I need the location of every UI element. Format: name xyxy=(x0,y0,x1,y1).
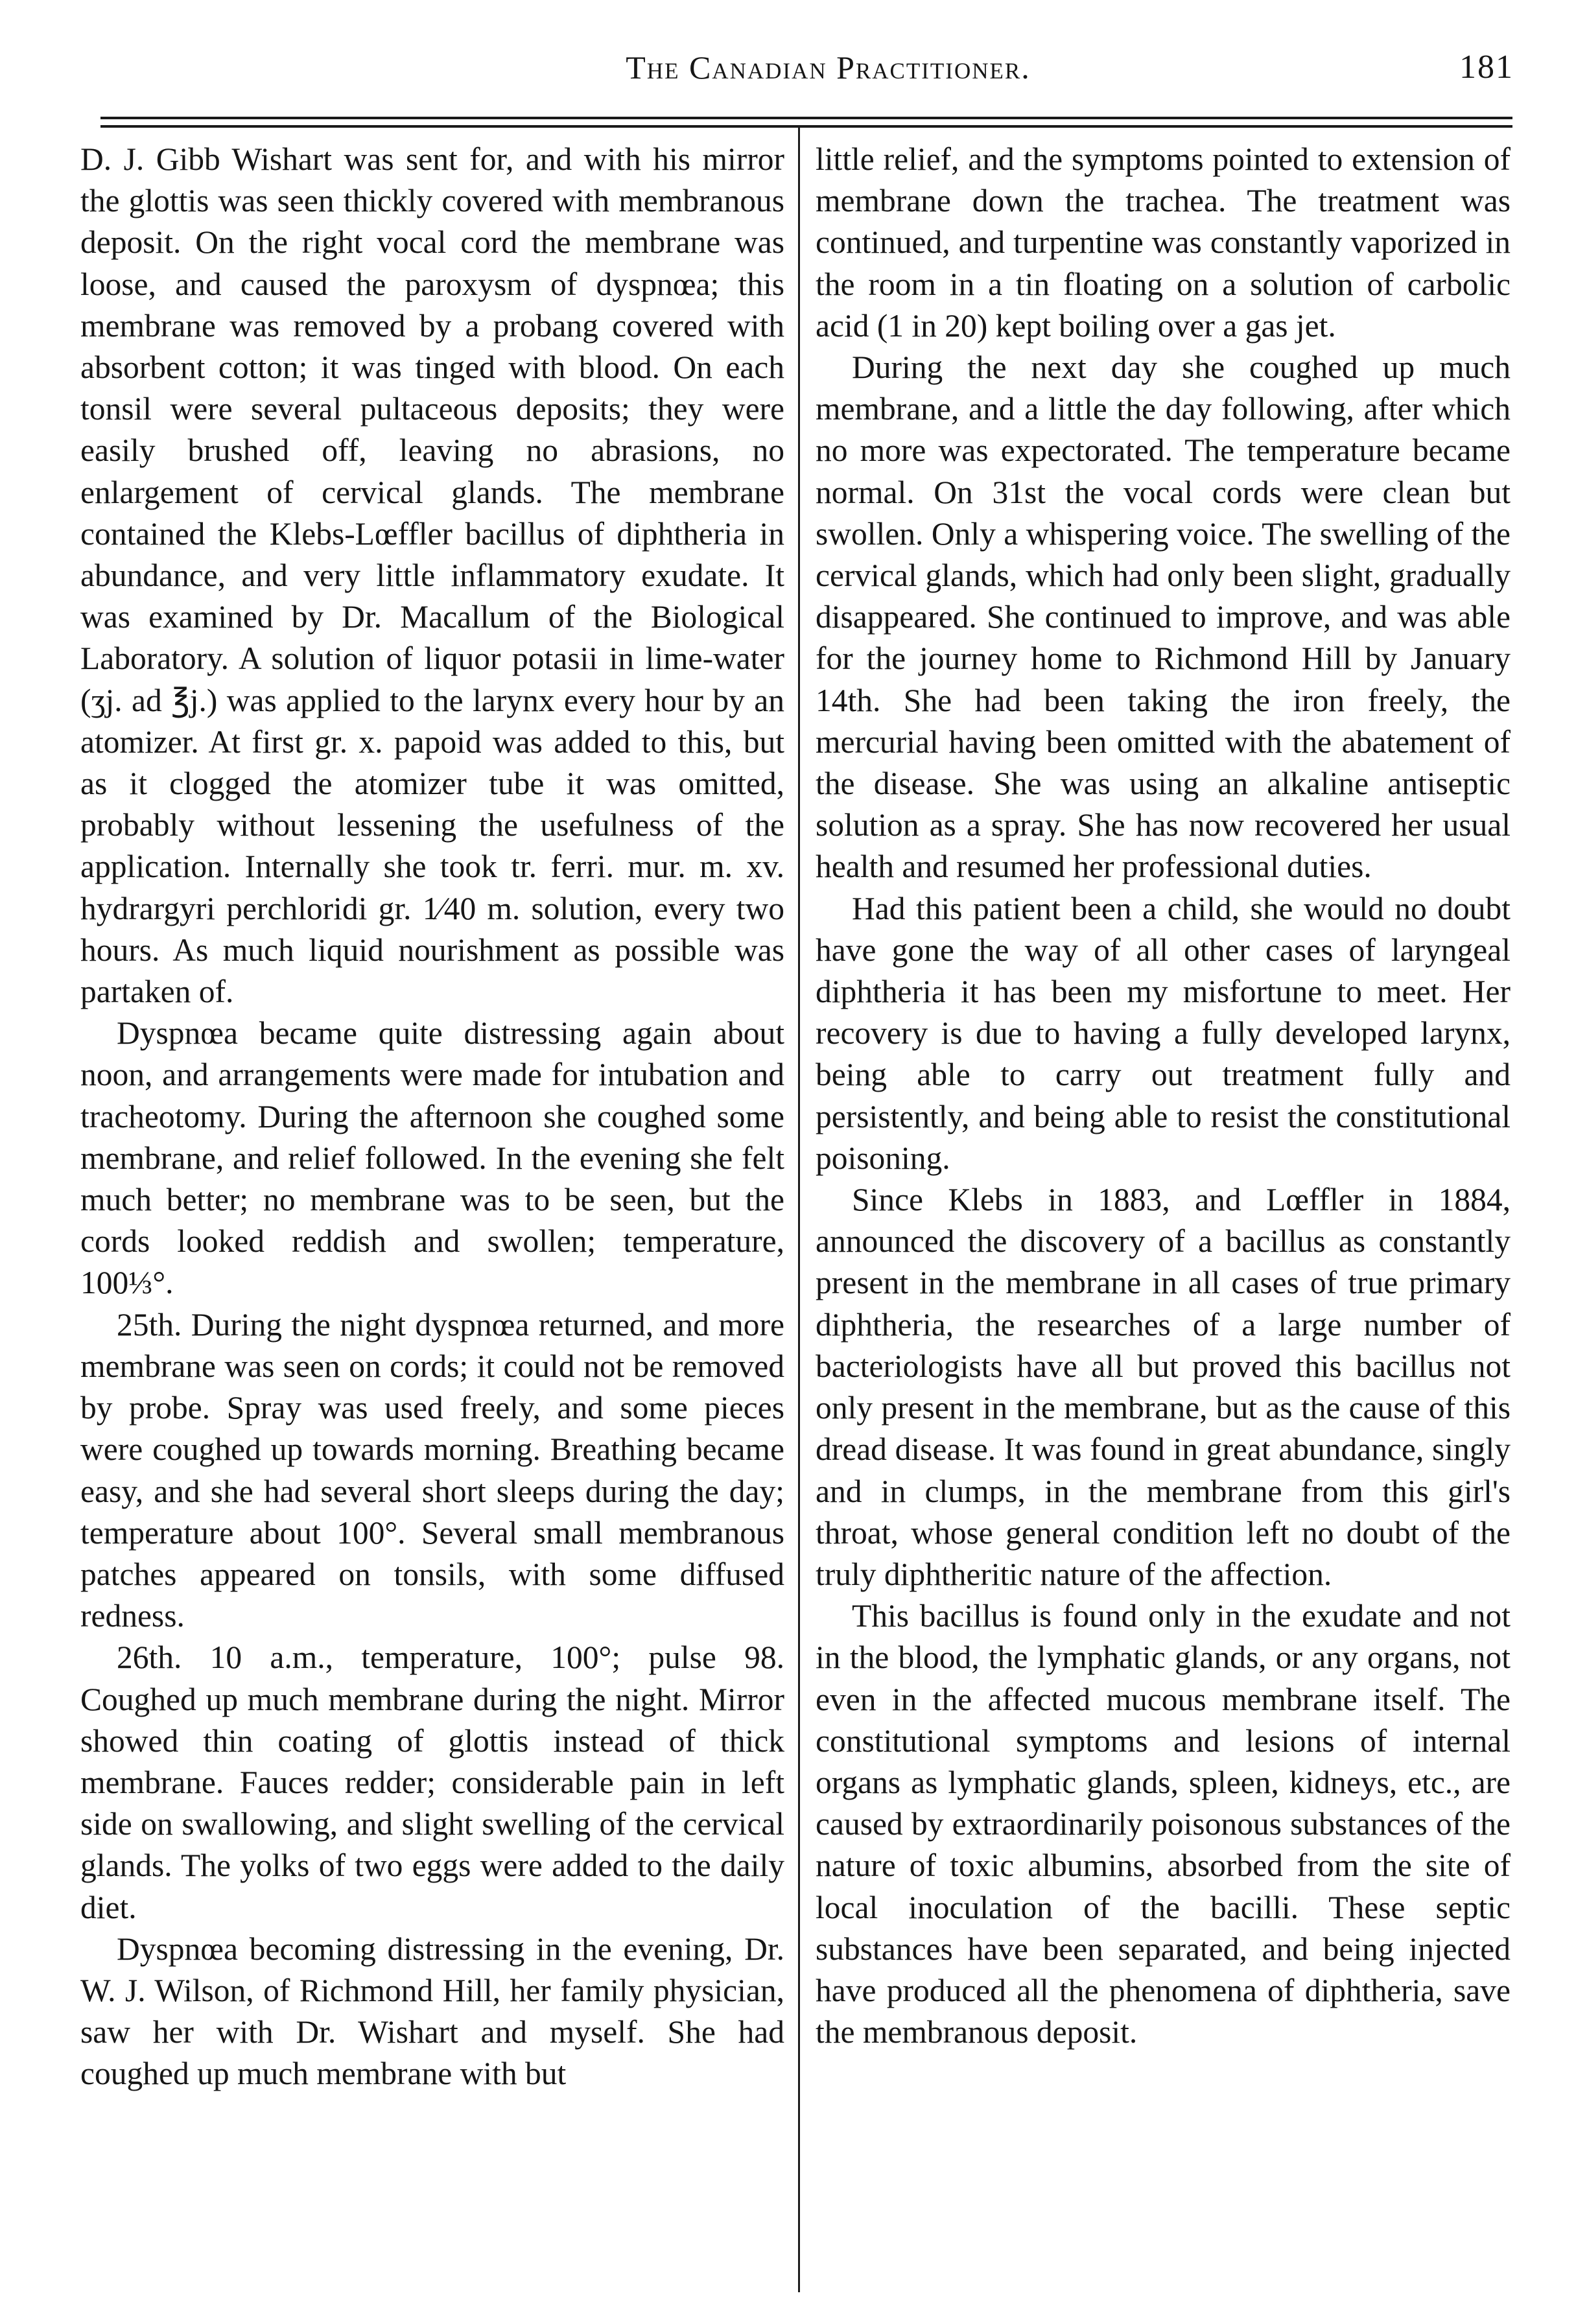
header-rule-top xyxy=(100,117,1512,119)
left-column xyxy=(80,139,784,2095)
paragraph: Dyspnœa becoming distressing in the evening, Dr. W. J. Wilson, of Richmond Hill, her family physician, saw her with Dr. Wishart and myself. She had coughed up much membrane with but xyxy=(80,1931,784,2092)
paragraph: This bacillus is found only in the exudate and not in the blood, the lymphatic glands, or any organs, not even in the affected mucous membrane itself. The constitutional symptoms and lesions of internal organs as lymphatic glands, spleen, kidneys, etc., are caused by extraordinarily poisonous substances of the nature of toxic albumins, absorbed from the site of local inoculation of the bacilli. These septic substances have been separated, and being injected have produced all the phenomena of diphtheria, save the membranous deposit. xyxy=(816,1598,1511,2050)
paragraph: Had this patient been a child, she would no doubt have gone the way of all other cases of laryngeal diphtheria it has been my misfortune to meet. Her recovery is due to having a fully developed larynx, being able to carry out treatment fully and persistently, and being able to resist the constitutional poisoning. xyxy=(816,890,1511,1176)
paragraph: 25th. During the night dyspnœa returned, and more membrane was seen on cords; it could not be removed by probe. Spray was used freely, and some pieces were coughed up towards morning. Breathing became easy, and she had several short sleeps during the day; temperature about 100°. Several small membranous patches appeared on tonsils, with some diffused redness. xyxy=(80,1306,784,1634)
header-rule-bottom xyxy=(100,125,1512,128)
paragraph: 26th. 10 a.m., temperature, 100°; pulse 98. Coughed up much membrane during the night. Mirror showed thin coating of glottis instead of thick membrane. Fauces redder; considerable pain in left side on swallowing, and slight swelling of the cervical glands. The yolks of two eggs were added to the daily diet. xyxy=(80,1639,784,1925)
right-column xyxy=(816,139,1511,2053)
column-divider xyxy=(798,127,800,2292)
paragraph: D. J. Gibb Wishart was sent for, and with his mirror the glottis was seen thickly covered with membranous deposit. On the right vocal cord the membrane was loose, and caused the paroxysm of dyspnœa; this membrane was removed by a probang covered with absorbent cotton; it was tinged with blood. On each tonsil were several pultaceous deposits; they were easily brushed off, leaving no abrasions, no enlargement of cervical glands. The membrane contained the Klebs-Lœffler bacillus of diphtheria in abundance, and very little inflammatory exudate. It was examined by Dr. Macallum of the Biological Laboratory. A solution of liquor potasii in lime-water (ʒj. ad ℥j.) was applied to the larynx every hour by an atomizer. At first gr. x. papoid was added to this, but as it clogged the atomizer tube it was omitted, probably without lessening the usefulness of the application. Internally she took tr. ferri. mur. m. xv. hydrargyri perchloridi gr. 1⁄40 m. solution, every two hours. As much liquid nourishment as possible was partaken of. xyxy=(80,141,784,1010)
paragraph: During the next day she coughed up much membrane, and a little the day following, after which no more was expectorated. The temperature became normal. On 31st the vocal cords were clean but swollen. Only a whispering voice. The swelling of the cervical glands, which had only been slight, gradually disappeared. She continued to improve, and was able for the journey home to Richmond Hill by January 14th. She had been taking the iron freely, the mercurial having been omitted with the abatement of the disease. She was using an alkaline antiseptic solution as a spray. She has now recovered her usual health and resumed her professional duties. xyxy=(816,349,1511,885)
paragraph: Dyspnœa became quite distressing again about noon, and arrangements were made for intubation and tracheotomy. During the afternoon she coughed some membrane, and relief followed. In the evening she felt much better; no membrane was to be seen, but the cords looked reddish and swollen; temperature, 100⅓°. xyxy=(80,1015,784,1301)
page-number: 181 xyxy=(1459,49,1514,86)
journal-title: The Canadian Practitioner. xyxy=(626,49,1031,86)
paragraph: Since Klebs in 1883, and Lœffler in 1884, announced the discovery of a bacillus as constantly present in the membrane in all cases of true primary diphtheria, the researches of a large number of bacteriologists have all but proved this bacillus not only present in the membrane, but as the cause of this dread disease. It was found in great abundance, singly and in clumps, in the membrane from this girl's throat, whose general condition left no doubt of the truly diphtheritic nature of the affection. xyxy=(816,1182,1511,1592)
running-head xyxy=(104,44,1514,96)
paragraph: little relief, and the symptoms pointed to extension of membrane down the trachea. The treatment was continued, and turpentine was constantly vaporized in the room in a tin floating on a solution of carbolic acid (1 in 20) kept boiling over a gas jet. xyxy=(816,141,1511,344)
